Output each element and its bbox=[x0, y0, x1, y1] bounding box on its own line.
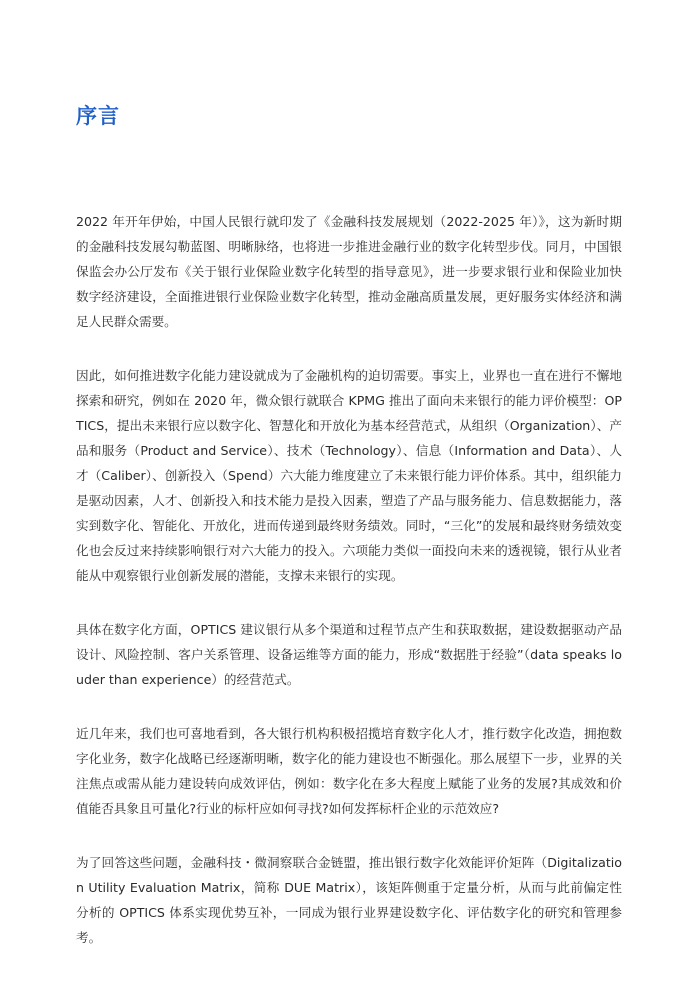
paragraph-3: 具体在数字化方面，OPTICS 建议银行从多个渠道和过程节点产生和获取数据，建设数据驱动产品设计、风险控制、客户关系管理、设备运维等方面的能力，形成“数据胜于经验”（data speaks louder than experience）的经营范式。 bbox=[76, 622, 622, 687]
paragraph-2: 因此，如何推进数字化能力建设就成为了金融机构的迫切需要。事实上，业界也一直在进行不懈地探索和研究，例如在 2020 年，微众银行就联合 KPMG 推出了面向未来银行的能力评价模型：OPTICS，提出未来银行应以数字化、智慧化和开放化为基本经营范式，从组织（Organization）、产品和服务（Product and Service）、技术（Technology）、信息（Information and Data）、人才（Caliber）、创新投入（Spend）六大能力维度建立了未来银行能力评价体系。其中，组织能力是驱动因素，人才、创新投入和技术能力是投入因素，塑造了产品与服务能力、信息数据能力，落实到数字化、智能化、开放化，进而传递到最终财务绩效。同时，“三化”的发展和最终财务绩效变化也会反过来持续影响银行对六大能力的投入。六项能力类似一面投向未来的透视镜，银行从业者能从中观察银行业创新发展的潜能，支撑未来银行的实现。 bbox=[76, 368, 622, 583]
page-title: 序言 bbox=[76, 104, 120, 128]
body-text bbox=[76, 209, 622, 979]
paragraph-5: 为了回答这些问题，金融科技・微洞察联合金链盟，推出银行数字化效能评价矩阵（Digitalization Utility Evaluation Matrix，简称 DUE Matrix），该矩阵侧重于定量分析，从而与此前偏定性分析的 OPTICS 体系实现优势互补，一同成为银行业界建设数字化、评估数字化的研究和管理参考。 bbox=[76, 855, 622, 945]
paragraph-1: 2022 年开年伊始，中国人民银行就印发了《金融科技发展规划（2022-2025 年）》，这为新时期的金融科技发展勾勒蓝图、明晰脉络，也将进一步推进金融行业的数字化转型步伐。同月，中国银保监会办公厅发布《关于银行业保险业数字化转型的指导意见》，进一步要求银行业和保险业加快数字经济建设，全面推进银行业保险业数字化转型，推动金融高质量发展，更好服务实体经济和满足人民群众需要。 bbox=[76, 214, 622, 329]
paragraph-4: 近几年来，我们也可喜地看到，各大银行机构积极招揽培育数字化人才，推行数字化改造，拥抱数字化业务，数字化战略已经逐渐明晰，数字化的能力建设也不断强化。那么展望下一步，业界的关注焦点或需从能力建设转向成效评估，例如：数字化在多大程度上赋能了业务的发展?其成效和价值能否具象且可量化?行业的标杆应如何寻找?如何发挥标杆企业的示范效应? bbox=[76, 726, 622, 816]
